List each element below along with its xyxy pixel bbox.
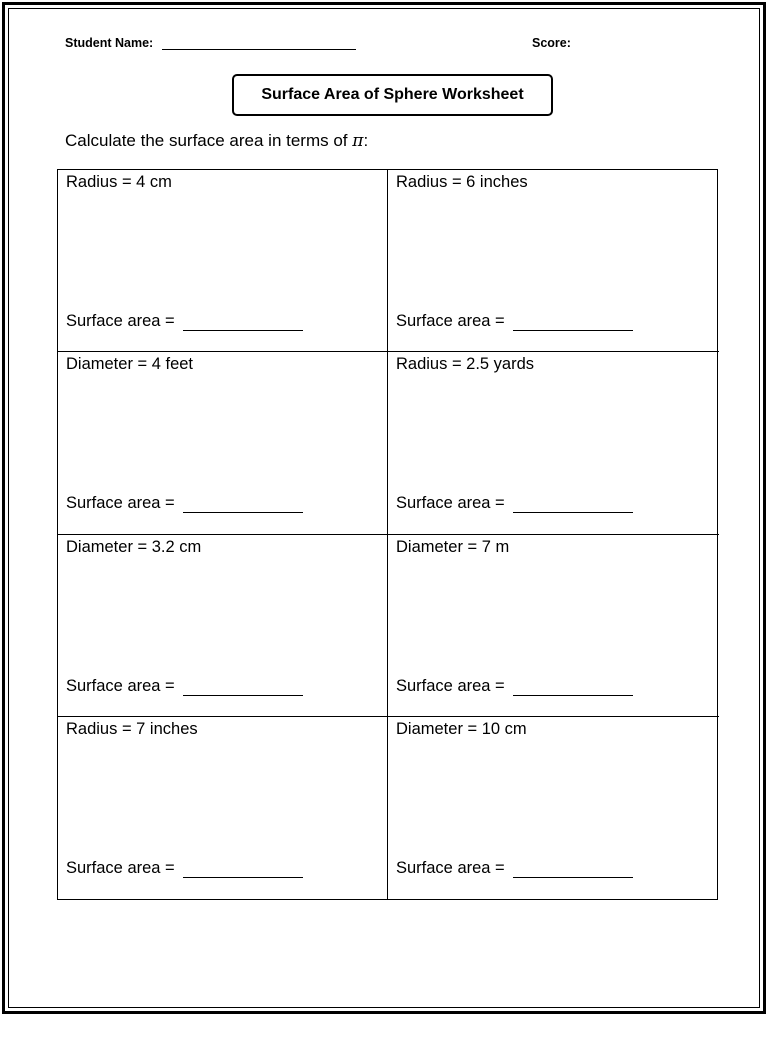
problem-given: Radius = 6 inches bbox=[396, 173, 528, 191]
problem-cell bbox=[388, 170, 719, 352]
problem-cell bbox=[58, 170, 388, 352]
instructions-text: Calculate the surface area in terms of bbox=[65, 131, 353, 150]
problem-given: Diameter = 3.2 cm bbox=[66, 537, 202, 556]
answer-label: Surface area = bbox=[396, 676, 505, 695]
problem-given: Diameter = 7 m bbox=[396, 537, 510, 556]
problem-grid bbox=[57, 169, 718, 900]
problem-cell bbox=[388, 717, 719, 899]
answer-blank[interactable] bbox=[513, 495, 633, 513]
worksheet-header bbox=[65, 36, 705, 56]
answer-row bbox=[396, 677, 633, 696]
instructions-suffix: : bbox=[363, 131, 369, 150]
answer-label: Surface area = bbox=[396, 312, 505, 330]
problem-cell bbox=[58, 717, 388, 899]
problem-given: Diameter = 10 cm bbox=[396, 719, 527, 738]
answer-row bbox=[66, 677, 303, 696]
problem-cell bbox=[388, 352, 719, 534]
answer-blank[interactable] bbox=[183, 495, 303, 513]
answer-row bbox=[66, 312, 303, 331]
problem-given: Radius = 7 inches bbox=[66, 719, 198, 738]
score-label: Score: bbox=[532, 36, 571, 50]
answer-blank[interactable] bbox=[183, 313, 303, 331]
answer-row bbox=[396, 859, 633, 878]
answer-label: Surface area = bbox=[396, 858, 505, 877]
student-name-label: Student Name: bbox=[65, 36, 154, 50]
answer-label: Surface area = bbox=[66, 676, 175, 695]
worksheet-title: Surface Area of Sphere Worksheet bbox=[261, 86, 524, 103]
student-name-blank[interactable] bbox=[162, 49, 356, 50]
pi-symbol: π bbox=[352, 131, 364, 151]
answer-blank[interactable] bbox=[513, 860, 633, 878]
worksheet-title-box bbox=[232, 74, 553, 116]
answer-blank[interactable] bbox=[513, 313, 633, 331]
answer-row bbox=[396, 494, 633, 513]
answer-label: Surface area = bbox=[66, 494, 175, 513]
answer-label: Surface area = bbox=[396, 494, 505, 513]
problem-given: Diameter = 4 feet bbox=[66, 355, 194, 374]
answer-label: Surface area = bbox=[66, 312, 175, 330]
answer-label: Surface area = bbox=[66, 858, 175, 877]
answer-blank[interactable] bbox=[513, 678, 633, 696]
answer-row bbox=[396, 312, 633, 331]
answer-row bbox=[66, 494, 303, 513]
problem-cell bbox=[388, 535, 719, 717]
problem-given: Radius = 2.5 yards bbox=[396, 355, 535, 374]
answer-blank[interactable] bbox=[183, 860, 303, 878]
problem-given: Radius = 4 cm bbox=[66, 173, 172, 191]
answer-blank[interactable] bbox=[183, 678, 303, 696]
problem-cell bbox=[58, 352, 388, 534]
answer-row bbox=[66, 859, 303, 878]
problem-cell bbox=[58, 535, 388, 717]
instructions bbox=[65, 131, 368, 151]
